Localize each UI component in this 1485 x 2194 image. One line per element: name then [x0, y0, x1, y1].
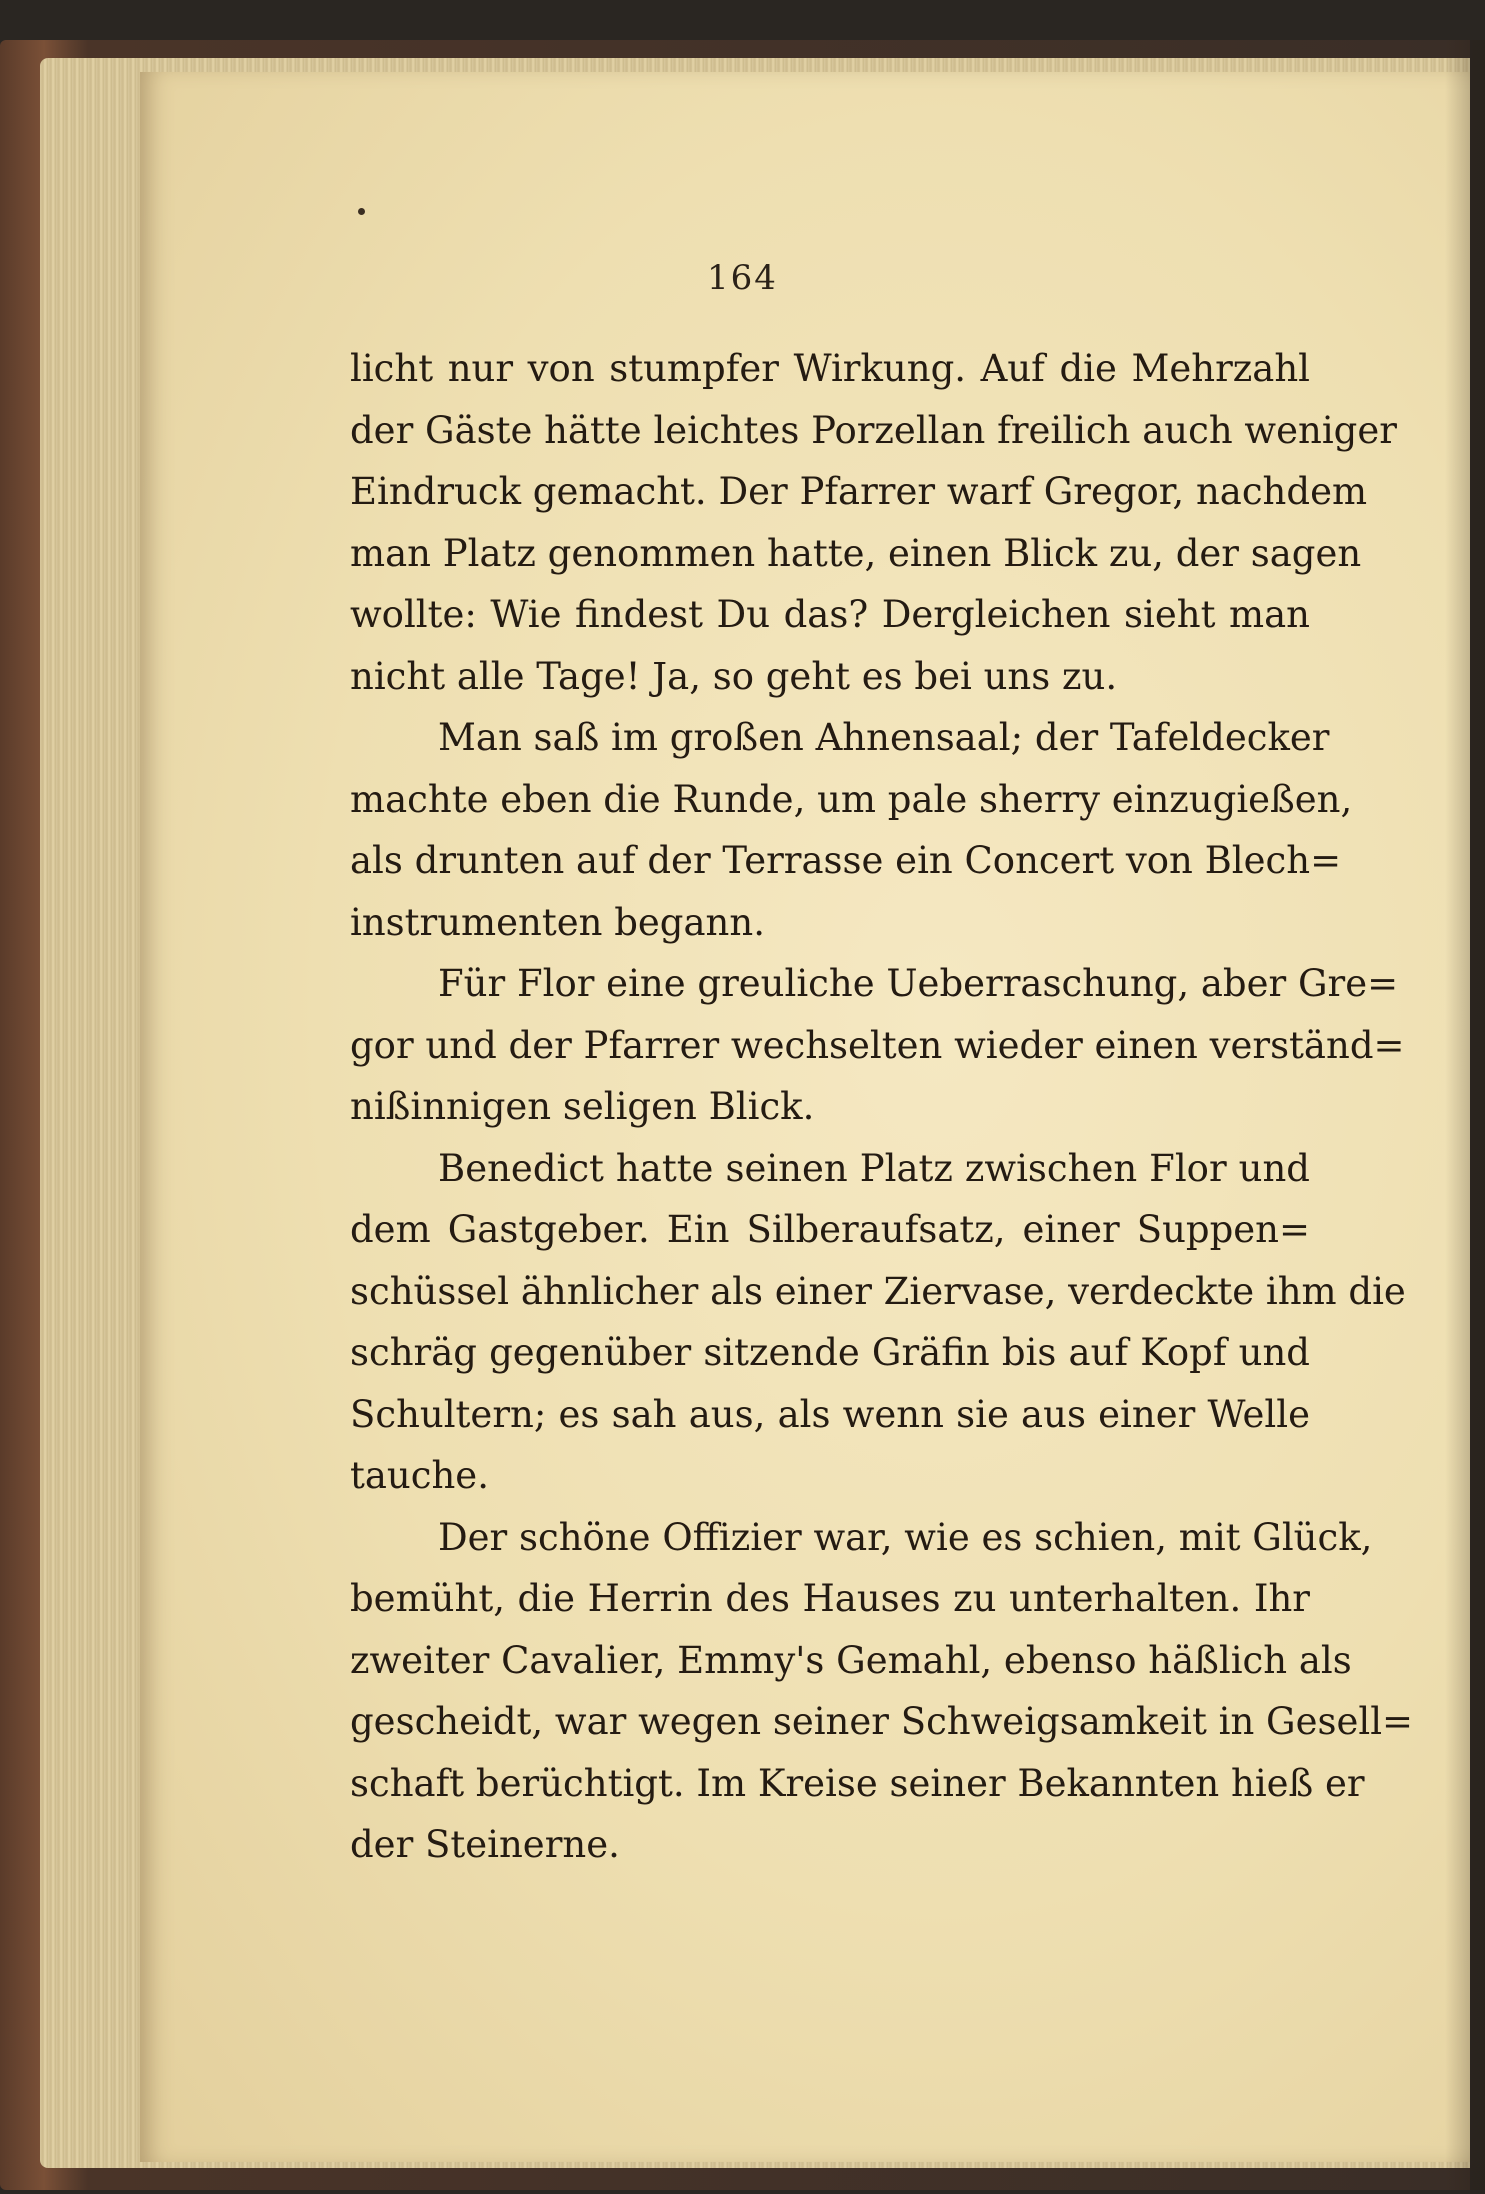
text-line: nißinnigen seligen Blick. [350, 1085, 815, 1128]
text-line: Schultern; es sah aus, als wenn sie aus einer Welle [350, 1392, 1310, 1436]
text-line: Man saß im großen Ahnensaal; der Tafeldecker [438, 716, 1330, 759]
text-line: gor und der Pfarrer wechselten wieder einen verständ= [350, 1023, 1405, 1067]
text-line: tauche. [350, 1454, 489, 1497]
text-line: wollte: Wie findest Du das? Dergleichen sieht man [350, 593, 1310, 636]
text-line: Für Flor eine greuliche Ueberraschung, aber Gre= [438, 962, 1399, 1005]
text-line: gescheidt, war wegen seiner Schweigsamkeit in Gesell= [350, 1700, 1414, 1743]
text-line: Der schöne Offizier war, wie es schien, mit Glück, [438, 1515, 1373, 1559]
page-edge-shadow [1445, 40, 1485, 2190]
text-line: nicht alle Tage! Ja, so geht es bei uns zu. [350, 654, 1118, 698]
text-line: bemüht, die Herrin des Hauses zu unterhalten. Ihr [350, 1577, 1310, 1620]
ink-speck [358, 208, 365, 215]
text-line: zweiter Cavalier, Emmy's Gemahl, ebenso häßlich als [350, 1638, 1352, 1682]
text-line: der Gäste hätte leichtes Porzellan freilich auch weniger [350, 408, 1397, 452]
page-number: 164 [707, 258, 778, 298]
text-line: man Platz genommen hatte, einen Blick zu, der sagen [350, 531, 1362, 575]
body-text [350, 338, 1414, 1876]
text-line: machte eben die Runde, um pale sherry einzugießen, [350, 777, 1353, 821]
text-line: dem Gastgeber. Ein Silberaufsatz, einer Suppen= [350, 1208, 1310, 1251]
text-line: schaft berüchtigt. Im Kreise seiner Bekannten hieß er [350, 1761, 1365, 1805]
text-line: licht nur von stumpfer Wirkung. Auf die Mehrzahl [350, 347, 1310, 390]
text-line: schüssel ähnlicher als einer Ziervase, verdeckte ihm die [350, 1269, 1406, 1313]
text-line: Benedict hatte seinen Platz zwischen Flor und [438, 1146, 1310, 1190]
text-line: Eindruck gemacht. Der Pfarrer warf Gregor, nachdem [350, 470, 1368, 513]
text-line: instrumenten begann. [350, 900, 765, 944]
text-line: der Steinerne. [350, 1823, 620, 1866]
text-line: als drunten auf der Terrasse ein Concert von Blech= [350, 839, 1342, 882]
text-line: schräg gegenüber sitzende Gräfin bis auf Kopf und [350, 1331, 1310, 1374]
